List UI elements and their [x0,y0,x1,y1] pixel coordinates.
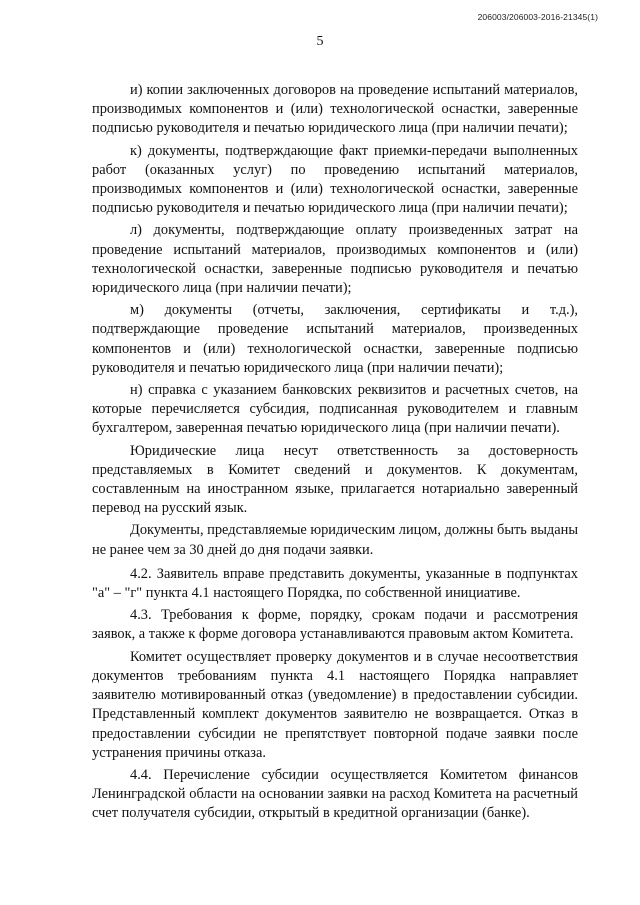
document-body [92,81,578,827]
document-id: 206003/206003-2016-21345(1) [477,12,598,22]
paragraph-document-validity: Документы, представляемые юридическим лицом, должны быть выданы не ранее чем за 30 дней до дня подачи заявки. [92,522,579,558]
paragraph-committee-check: Комитет осуществляет проверку документов и в случае несоответствия документов требованиям пункта 4.1 настоящего Порядка направляет заявителю мотивированный отказ (уведомление) в предоставлении субсидии. Представленный комплект документов заявителю не возвращается. Отказ в предоставлении субсидии не препятствует повторной подаче заявки после устранения причины отказа. [92,648,578,761]
paragraph-responsibility: Юридические лица несут ответственность за достоверность представляемых в Комитет сведений и документов. К документам, составленным на иностранном языке, прилагается нотариально заверенный перевод на русский язык. [92,442,578,517]
paragraph-item-l: л) документы, подтверждающие оплату произведенных затрат на проведение испытаний материалов, производимых компонентов и (или) технологической оснастки, заверенные подписью руководителя и печатью юридического лица (при наличии печати); [92,222,578,297]
paragraph-4-4: 4.4. Перечисление субсидии осуществляется Комитетом финансов Ленинградской области на основании заявки на расход Комитета на расчетный счет получателя субсидии, открытый в кредитной организации (банке). [92,766,578,822]
paragraph-4-2: 4.2. Заявитель вправе представить документы, указанные в подпунктах "а" – "г" пункта 4.1 настоящего Порядка, по собственной инициативе. [92,565,578,602]
paragraph-4-3: 4.3. Требования к форме, порядку, срокам подачи и рассмотрения заявок, а также к форме договора устанавливаются правовым актом Комитета. [92,607,578,643]
paragraph-item-i: и) копии заключенных договоров на проведение испытаний материалов, производимых компонентов и (или) технологической оснастки, заверенные подписью руководителя и печатью юридического лица (при наличии печати); [92,82,578,137]
paragraph-item-m: м) документы (отчеты, заключения, сертификаты и т.д.), подтверждающие проведение испытаний материалов, произведенных компонентов и (или) технологической оснастки, заверенные подписью руководителя и печатью юридического лица (при наличии печати); [92,302,578,376]
paragraph-item-n: н) справка с указанием банковских реквизитов и расчетных счетов, на которые перечисляется субсидия, подписанная руководителем и главным бухгалтером, заверенная печатью юридического лица (при наличии печати). [92,382,578,437]
paragraph-item-k: к) документы, подтверждающие факт приемки-передачи выполненных работ (оказанных услуг) по проведению испытаний материалов, производимых компонентов и (или) технологической оснастки, заверенные подписью руководителя и печатью юридического лица (при наличии печати); [92,142,578,217]
page-number: 5 [316,34,324,49]
